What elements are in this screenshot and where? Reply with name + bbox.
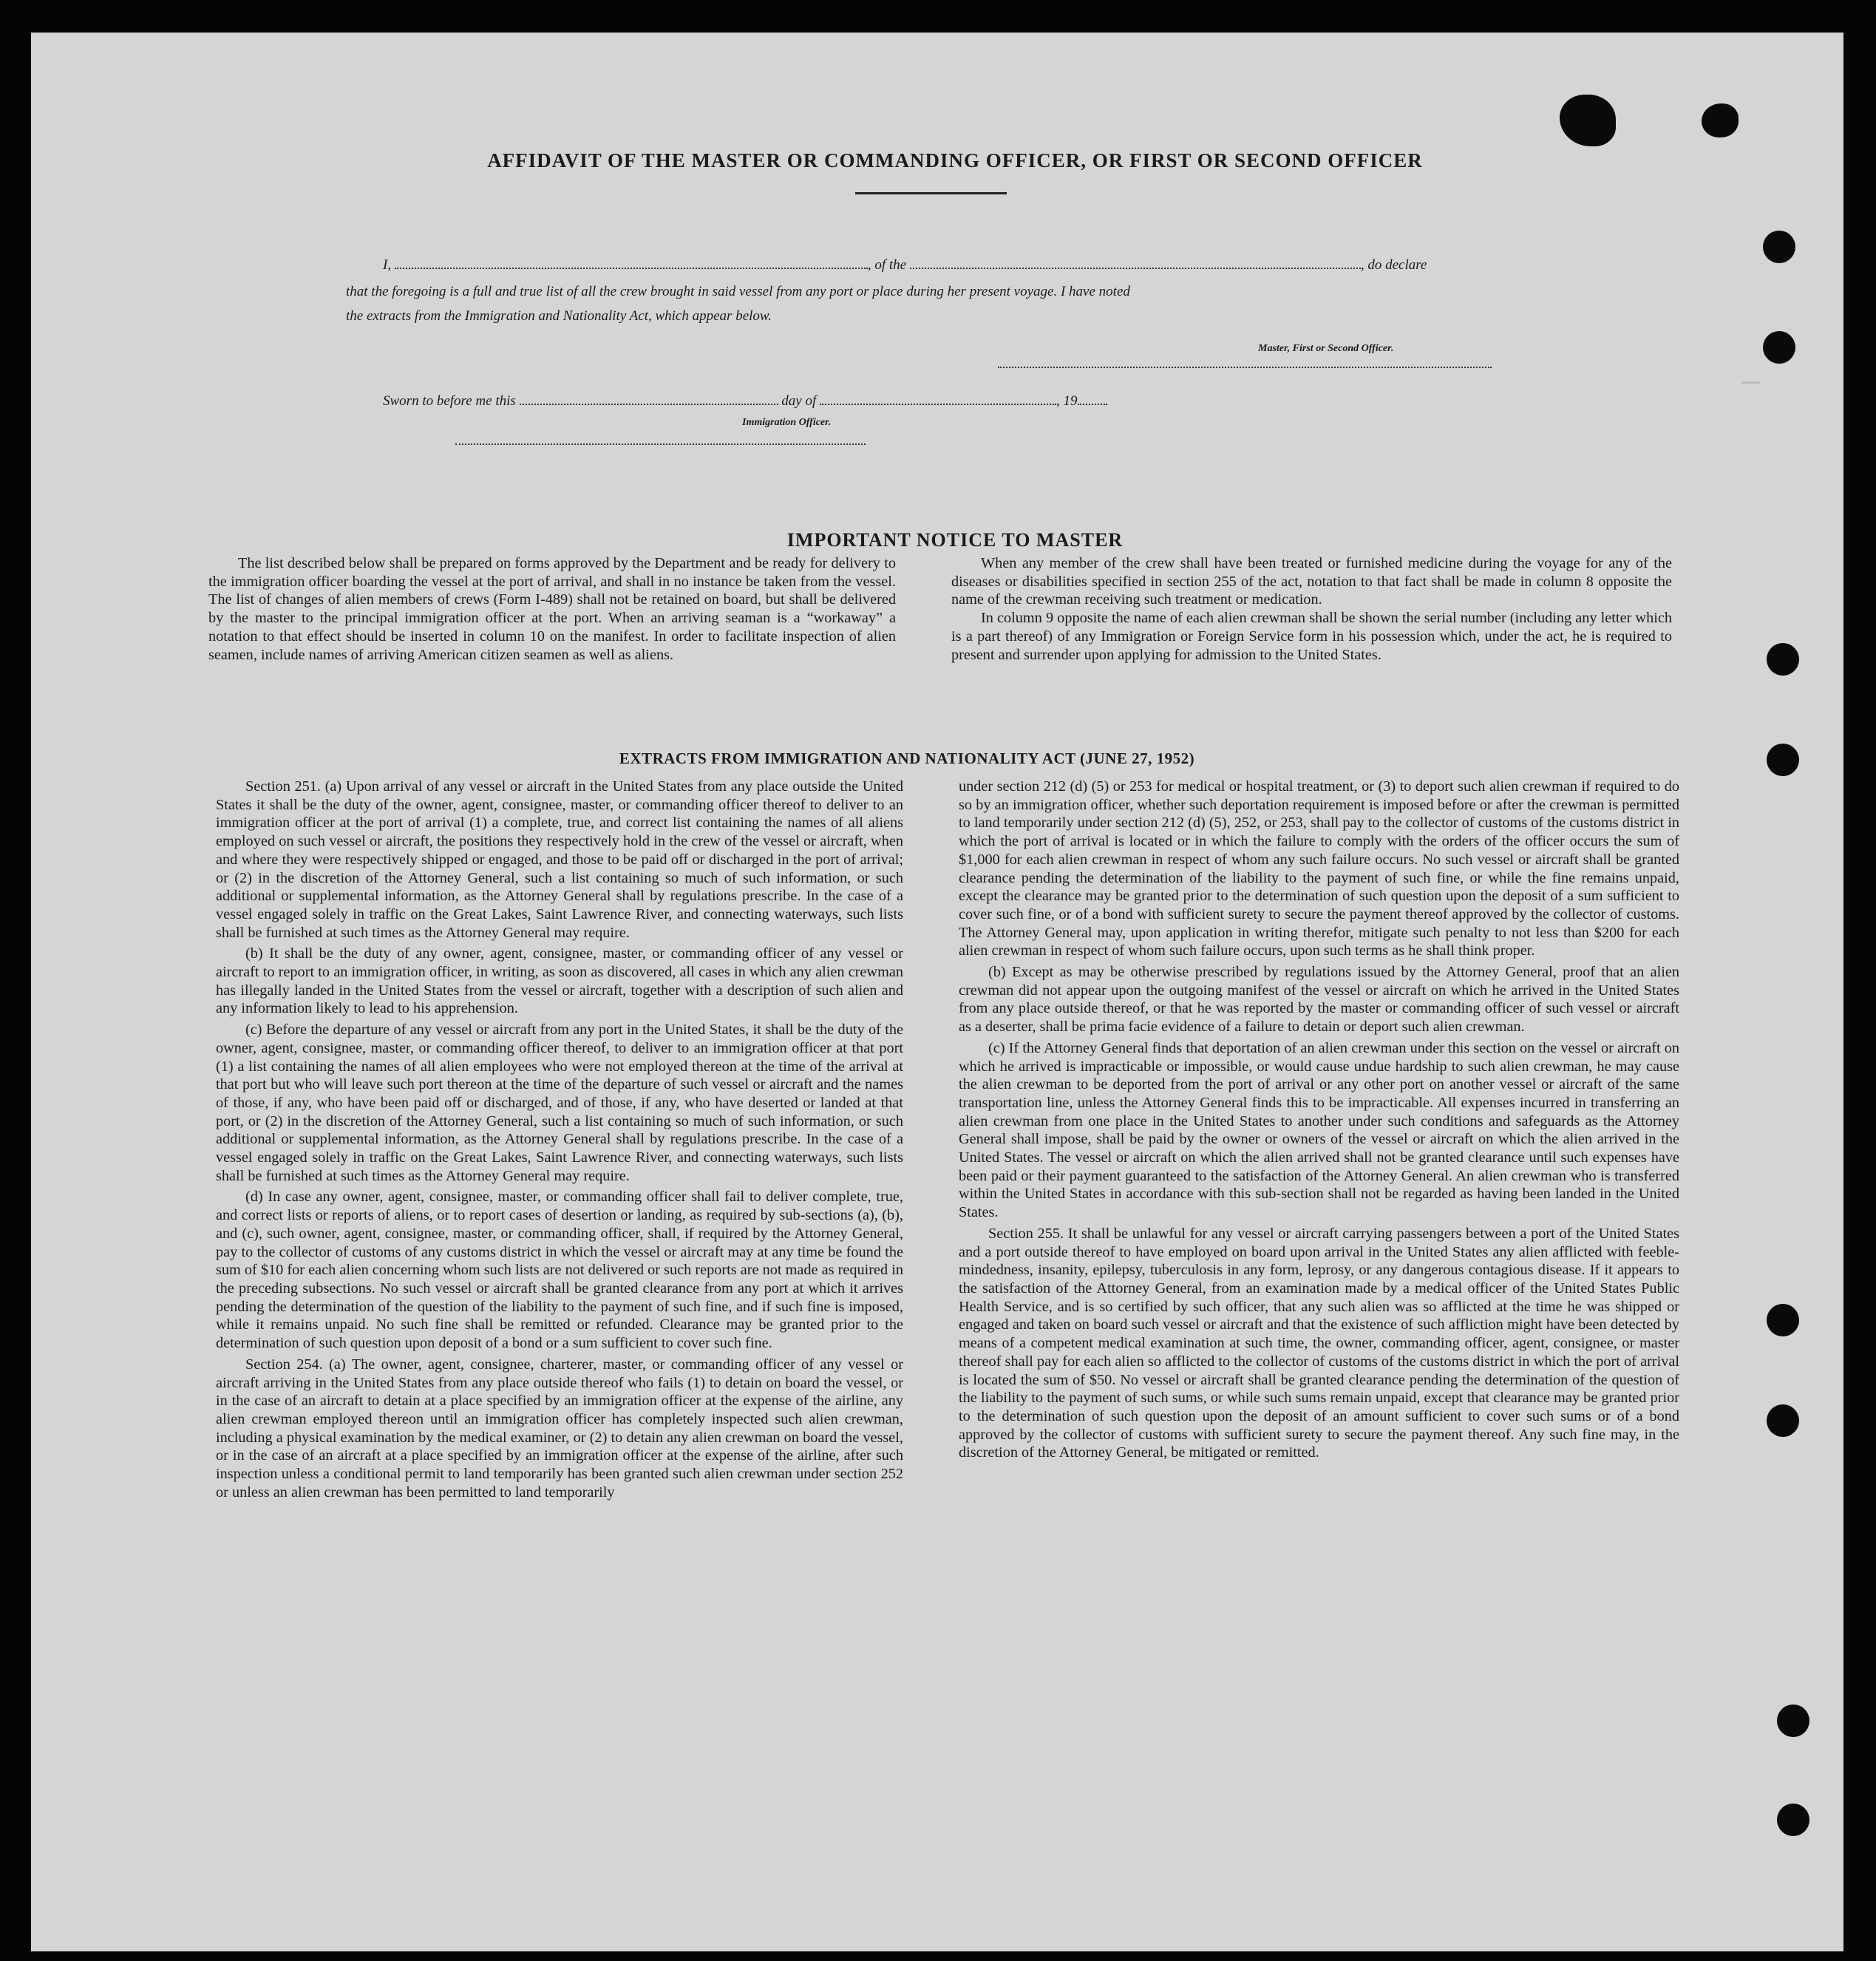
bleed-through-mark: ▔▔ (1742, 384, 1761, 401)
binder-hole-7 (1777, 1705, 1809, 1737)
sworn-day-of-label: day of (781, 393, 817, 409)
sworn-month-field[interactable] (820, 393, 1056, 405)
section-251-a: Section 251. (a) Upon arrival of any vessel or aircraft in the United States from any place outside the United States it shall be the duty of the owner, agent, consignee, master, or commanding officer thereof to deliver to an immigration officer at the port of arrival (1) a complete, true, and correct list containing the names of all aliens employed on such vessel or aircraft, the positions they respectively hold in the crew of the vessel or aircraft, when and where they were respectively shipped or engaged, and those to be paid off or discharged in the port of arrival; or (2) in the discretion of the Attorney General, such a list containing so much of such information, or such additional or supplemental information, as the Attorney General shall by regulations prescribe. In the case of a vessel engaged solely in traffic on the Great Lakes, Saint Lawrence River, and connecting waterways, such lists shall be furnished at such times as the Attorney General may require. (216, 778, 903, 941)
sworn-prefix-label: Sworn to before me this (383, 393, 516, 409)
affidavit-title: AFFIDAVIT OF THE MASTER OR COMMANDING OFFICER, OR FIRST OR SECOND OFFICER (487, 149, 1423, 171)
binder-hole-4 (1767, 744, 1799, 776)
declaration-do-declare-label: , do declare (1360, 257, 1427, 273)
section-255: Section 255. It shall be unlawful for any vessel or aircraft carrying passengers between a port of the United States and a port outside thereof to have employed on board upon arrival in the United States any alien afflicted with feeble-mindedness, insanity, epilepsy, tuberculosis in any form, leprosy, or any dangerous contagious disease. If it appears to the satisfaction of the Attorney General, from an examination made by a medical officer of the United States Public Health Service, and is so certified by such officer, that any such alien was so afflicted at the time he was shipped or engaged and taken on board such vessel or aircraft and that the existence of such affliction might have been detected by means of a competent medical examination at such time, the owner, commanding officer, agent, consignee, or master thereof shall pay for each alien so afflicted to the collector of customs of the customs district in which the port of arrival is located the sum of $50. No vessel or aircraft shall be granted clearance pending the determination of the question of the liability to the payment of such sums, or while such sums remain unpaid, except that clearance may be granted prior to the determination of such question upon the deposit of an amount sufficient to cover such sums or of a bond approved by the collector of customs with sufficient surety to secure the payment thereof. Any such fine may, in the discretion of the Attorney General, be mitigated or remitted. (959, 1225, 1679, 1461)
notice-right-paragraph-2: In column 9 opposite the name of each alien crewman shall be shown the serial number (including any letter which is a part thereof) of any Immigration or Foreign Service form in his possession which, under the act, he is required to present and surrender upon applying for admission to the United States. (951, 610, 1672, 663)
vessel-name-field[interactable] (910, 257, 1361, 269)
section-254-b: (b) Except as may be otherwise prescribed by regulations issued by the Attorney General, proof that an alien crewman did not appear upon the outgoing manifest of the vessel or aircraft on which he arrived in the United States from any place outside thereof, or that he was reported by the master or commanding officer of such vessel or aircraft as a deserter, shall be prima facie evidence of a failure to detain or deport such alien crewman. (959, 964, 1679, 1036)
binder-hole-2 (1763, 331, 1795, 364)
section-251-c: (c) Before the departure of any vessel or aircraft from any port in the United States, it shall be the duty of the owner, agent, consignee, master, or commanding officer thereof, to deliver to an immigration officer at that port (1) a list containing the names of all alien employees who were not employed thereon at the time of the arrival at that port but who will leave such port thereon at the time of the departure of such vessel or aircraft and the names of those, if any, who have been paid off or discharged, and of those, if any, who have deserted or landed at that port, or (2) in the discretion of the Attorney General, such a list containing so much of such information, or such additional or supplemental information, as the Attorney General shall by regulations prescribe. In the case of a vessel engaged solely in traffic on the Great Lakes, Saint Lawrence River, and connecting waterways, such lists shall be furnished at such times as the Attorney General may require. (216, 1022, 903, 1184)
notice-left-paragraph: The list described below shall be prepared on forms approved by the Department and be ready for delivery to the immigration officer boarding the vessel at the port of arrival, and shall in no instance be taken from the vessel. The list of changes of alien members of crews (Form I-489) shall not be retained on board, but shall be delivered by the master to the principal immigration officer at the port. When an arriving seaman is a “workaway” a notation to that effect should be inserted in column 10 on the manifest. In order to facilitate inspection of alien seamen, include names of arriving American citizen seamen as well as aliens. (208, 555, 896, 663)
declaration-of-the-label: , of the (867, 257, 907, 273)
notice-right-paragraph-1: When any member of the crew shall have been treated or furnished medicine during the voyage for any of the diseases or disabilities specified in section 255 of the act, notation to that fact shall be made in column 8 opposite the name of the crewman receiving such treatment or medication. (951, 555, 1672, 608)
master-name-field[interactable] (395, 257, 868, 269)
notice-left-column (208, 554, 896, 664)
binder-hole-3 (1767, 643, 1799, 676)
notice-title: IMPORTANT NOTICE TO MASTER (786, 529, 1124, 551)
extracts-right-column (959, 778, 1679, 1462)
officer-signature-caption: Immigration Officer. (742, 417, 832, 428)
section-254-a-continued: under section 212 (d) (5) or 253 for medical or hospital treatment, or (3) to deport such alien crewman if required to do so by an immigration officer, whether such deportation requirement is imposed before or after the crewman is permitted to land temporarily under section 212 (d) (5), 252, or 253, shall pay to the collector of customs of the customs district in which the port of arrival is located or in which the failure to comply with the orders of the officer occurs the sum of $1,000 for each alien crewman in respect of whom any such failure occurs. No such vessel or aircraft shall be granted clearance pending the determination of the liability to the payment of such fine, or while the fine remains unpaid, except the clearance may be granted prior to the determination of such question upon the deposit of a sum sufficient to cover such fine, or of a bond with sufficient surety to secure the payment thereof approved by the collector of customs. The Attorney General may, upon application in writing therefor, mitigate such penalty to not less than $200 for each alien crewman in respect of whom such failure occurs, upon such terms as he shall think proper. (959, 778, 1679, 959)
notice-right-column (951, 554, 1672, 664)
section-254-a: Section 254. (a) The owner, agent, consignee, charterer, master, or commanding officer of any vessel or aircraft arriving in the United States from any place outside thereof who fails (1) to detain on board the vessel, or in the case of an aircraft to detain at a place specified by an immigration officer at the expense of the airline, any alien crewman employed thereon until an immigration officer has completely inspected such alien crewman, including a physical examination by the medical examiner, or (2) to detain any alien crewman on board the vessel, or in the case of an aircraft at a place specified by an immigration officer at the expense of the airline, after such inspection unless a conditional permit to land temporarily has been granted such alien crewman under section 252 or unless an alien crewman has been permitted to land temporarily (216, 1356, 903, 1501)
binder-hole-1 (1763, 231, 1795, 263)
ink-blot-2 (1702, 103, 1739, 137)
section-251-b: (b) It shall be the duty of any owner, agent, consignee, master, or commanding officer of any vessel or aircraft to report to an immigration officer, in writing, as soon as discovered, all cases in which any alien crewman has illegally landed in the United States from the vessel or aircraft, together with a description of such alien and any information likely to lead to his apprehension. (216, 945, 903, 1017)
sworn-line (383, 393, 1107, 409)
sworn-year-label: , 19 (1056, 393, 1078, 409)
master-signature-field[interactable] (998, 356, 1492, 368)
declaration-line-3: the extracts from the Immigration and Nationality Act, which appear below. (346, 308, 772, 324)
declaration-line-1 (383, 257, 1427, 273)
declaration-line-2: that the foregoing is a full and true list of all the crew brought in said vessel from any port or place during her present voyage. I have noted (346, 284, 1130, 299)
ink-blot-1 (1560, 95, 1616, 146)
binder-hole-6 (1767, 1404, 1799, 1437)
binder-hole-5 (1767, 1304, 1799, 1336)
binder-hole-8 (1777, 1804, 1809, 1836)
document-page (31, 33, 1843, 1951)
sworn-day-field[interactable] (520, 393, 778, 405)
declaration-i-label: I, (383, 257, 392, 273)
master-signature-caption: Master, First or Second Officer. (1258, 343, 1394, 354)
title-underline (855, 192, 1007, 194)
officer-signature-field[interactable] (455, 433, 866, 445)
section-251-d: (d) In case any owner, agent, consignee, master, or commanding officer shall fail to deliver complete, true, and correct lists or reports of aliens, or to report cases of desertion or landing, as required by sub-sections (a), (b), and (c), such owner, agent, consignee, master, or commanding officer, shall, if required by the Attorney General, pay to the collector of customs of any customs district in which the vessel or aircraft may at any time be found the sum of $10 for each alien concerning whom such lists are not delivered or such reports are not made as required in the preceding subsections. No such vessel or aircraft shall be granted clearance from any port at which it arrives pending the determination of the question of the liability to the payment of such fine, and if such fine is imposed, while it remains unpaid. No such fine shall be remitted or refunded. Clearance may be granted prior to the determination of such question upon deposit of a bond or a sum sufficient to cover such fine. (216, 1189, 903, 1352)
section-254-c: (c) If the Attorney General finds that deportation of an alien crewman under this section on the vessel or aircraft on which he arrived is impracticable or impossible, or would cause undue hardship to such alien crewman, he may cause the alien crewman to be deported from the port of arrival or any other port on another vessel or aircraft of the same transportation line, unless the Attorney General finds this to be impracticable. All expenses incurred in transferring an alien crewman from one place in the United States to another under such conditions and safeguards as the Attorney General shall impose, shall be paid by the owner or owners of the vessel or aircraft on which the alien arrived in the United States. The vessel or aircraft on which the alien arrived shall not be granted clearance until such expenses have been paid or their payment guaranteed to the satisfaction of the Attorney General. An alien crewman who is transferred within the United States in accordance with this sub-section shall not be regarded as having been landed in the United States. (959, 1039, 1679, 1221)
sworn-year-field[interactable] (1078, 393, 1107, 405)
extracts-left-column (216, 778, 903, 1501)
extracts-title: EXTRACTS FROM IMMIGRATION AND NATIONALITY ACT (JUNE 27, 1952) (619, 750, 1195, 767)
